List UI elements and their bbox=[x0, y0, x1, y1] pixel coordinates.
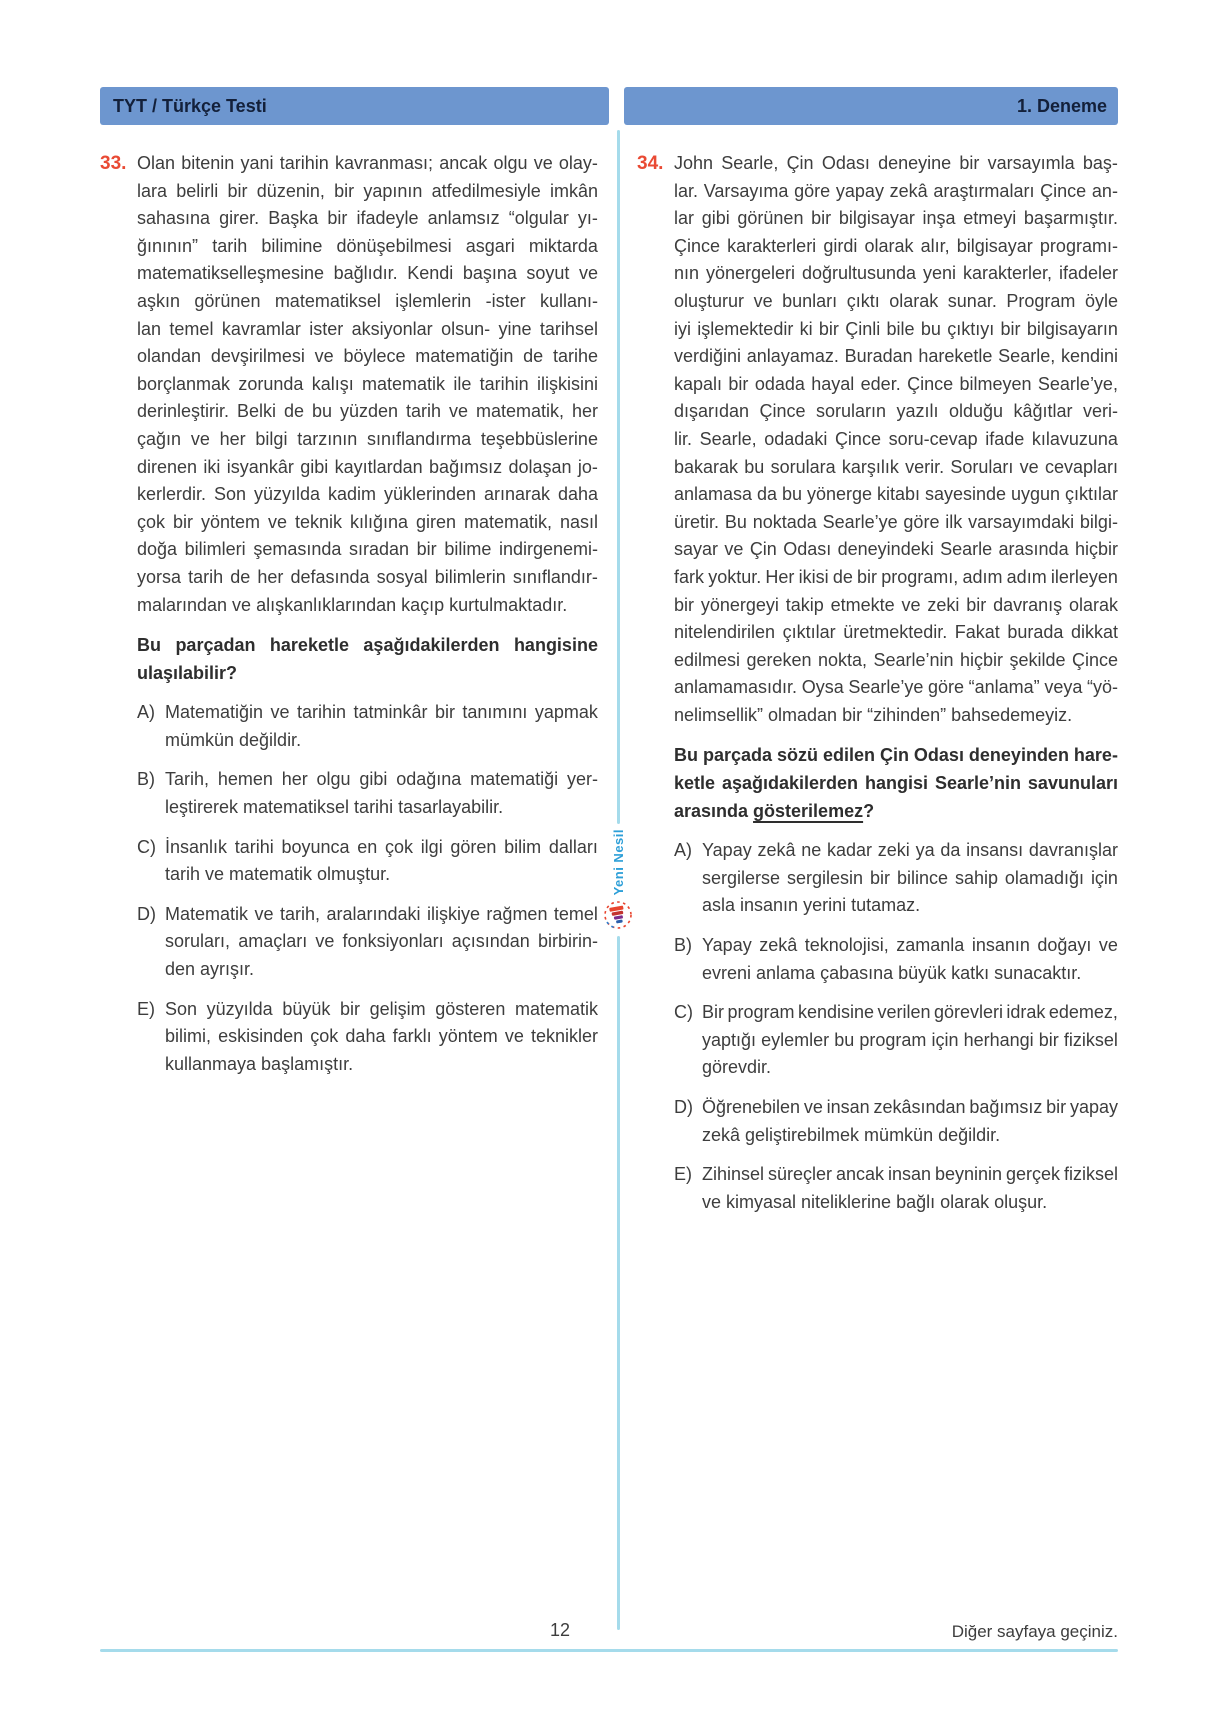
page-number: 12 bbox=[549, 1620, 571, 1640]
divider-line-top bbox=[617, 130, 620, 824]
option-line: den ayrışır. bbox=[165, 959, 255, 980]
answer-options bbox=[674, 837, 1118, 1216]
option-letter: E) bbox=[137, 998, 155, 1019]
question-body bbox=[674, 150, 1118, 1216]
paragraph-line: üretir. Bu noktada Searle’ye göre ilk varsayımdaki bilgi- bbox=[674, 511, 1118, 532]
answer-option bbox=[674, 932, 1118, 987]
stem-line: arasında gösterilemez? bbox=[674, 800, 875, 821]
right-column bbox=[637, 150, 1118, 1216]
paragraph-line: lan temel kavramlar ister aksiyonlar olsun- yine tarihsel bbox=[137, 318, 598, 339]
option-line: Son yüzyılda büyük bir gelişim gösteren matematik bbox=[165, 998, 598, 1019]
option-line: Matematiğin ve tarihin tatminkâr bir tanımını yapmak bbox=[165, 702, 598, 723]
paragraph-line: malarından ve alışkanlıklarından kaçıp kurtulmaktadır. bbox=[137, 594, 568, 615]
option-line: Tarih, hemen her olgu gibi odağına matematiği yer- bbox=[165, 769, 598, 790]
paragraph-line: lar gibi görünen bir bilgisayar inşa etmeyi başarmıştır. bbox=[674, 208, 1118, 229]
option-line: Yapay zekâ teknolojisi, zamanla insanın doğayı ve bbox=[702, 935, 1118, 956]
option-letter: B) bbox=[137, 769, 155, 790]
answer-option bbox=[137, 901, 598, 984]
option-line: Matematik ve tarih, aralarındaki ilişkiye rağmen temel bbox=[165, 903, 598, 924]
option-letter: C) bbox=[674, 1002, 693, 1023]
paragraph-line: bir yönergeyi takip etmekte ve zeki bir davranış olarak bbox=[674, 594, 1118, 615]
option-letter: D) bbox=[137, 903, 156, 924]
continue-instruction: Diğer sayfaya geçiniz. bbox=[951, 1622, 1118, 1641]
paragraph-line: dışarıdan Çince soruların yazılı olduğu kâğıtlar veri- bbox=[674, 401, 1118, 422]
answer-option bbox=[137, 834, 598, 889]
question-stem bbox=[137, 632, 598, 687]
answer-options bbox=[137, 699, 598, 1078]
brand-name: Yeni Nesil bbox=[610, 829, 626, 896]
stem-line: ulaşılabilir? bbox=[137, 662, 238, 683]
answer-option bbox=[674, 999, 1118, 1082]
paragraph-line: sahasına girer. Başka bir ifadeyle anlamsız “olgular yı- bbox=[137, 208, 598, 229]
divider-line-bottom bbox=[617, 936, 620, 1630]
question-block bbox=[637, 150, 1118, 1216]
paragraph-line: fark yoktur. Her ikisi de bir programı, adım adım ilerleyen bbox=[674, 566, 1118, 587]
paragraph-line: lir. Searle, odadaki Çince soru-cevap ifade kılavuzuna bbox=[674, 428, 1118, 449]
yeni-nesil-logo-icon bbox=[603, 900, 633, 930]
option-line: tarih ve matematik olmuştur. bbox=[165, 864, 391, 885]
paragraph-line: lar. Varsayıma göre yapay zekâ araştırmaları Çince an- bbox=[674, 180, 1118, 201]
option-line: sergilerse sergilesin bir bilince sahip olamadığı için bbox=[702, 867, 1118, 888]
exam-name: 1. Deneme bbox=[1016, 95, 1107, 116]
paragraph-line: yorsa tarih de her defasında sosyal bilimlerin sınıflandır- bbox=[137, 566, 598, 587]
option-letter: A) bbox=[674, 840, 692, 861]
option-line: Bir program kendisine verilen görevleri idrak edemez, bbox=[702, 1002, 1118, 1023]
paragraph-line: doğa bilimleri şemasında sıradan bir bilime indirgenemi- bbox=[137, 539, 598, 560]
column-divider bbox=[603, 130, 633, 1630]
left-column bbox=[100, 150, 598, 1078]
paragraph-line: borçlanmak zorunda kalışı matematik ile tarihin ilişkisini bbox=[137, 373, 598, 394]
paragraph-line: anlamasa da bu yönerge kitabı sayesinde uygun çıktılar bbox=[674, 484, 1118, 505]
option-line: evreni anlama çabasına büyük katkı sunacaktır. bbox=[702, 962, 1082, 983]
option-letter: B) bbox=[674, 935, 692, 956]
question-number: 33. bbox=[100, 153, 127, 174]
option-line: görevdir. bbox=[702, 1057, 772, 1078]
option-line: leştirerek matematiksel tarihi tasarlayabilir. bbox=[165, 797, 504, 818]
paragraph-line: derinleştirir. Belki de bu yüzden tarih ve matematik, her bbox=[137, 401, 598, 422]
option-line: bilimi, eskisinden çok daha farklı yöntem ve teknikler bbox=[165, 1026, 598, 1047]
paragraph-line: aşkın görünen matematiksel işlemlerin -ister kullanı- bbox=[137, 290, 598, 311]
option-line: Zihinsel süreçler ancak insan beyninin gerçek fiziksel bbox=[702, 1164, 1118, 1185]
answer-option bbox=[674, 1094, 1118, 1149]
option-line: mümkün değildir. bbox=[165, 729, 302, 750]
footer-rule bbox=[100, 1649, 1118, 1652]
paragraph-line: çok bir yöntem ve teknik kılığına giren matematik, nasıl bbox=[137, 511, 598, 532]
paragraph-line: nın yönergeleri doğrultusunda yeni karakterler, ifadeler bbox=[674, 263, 1118, 284]
option-letter: E) bbox=[674, 1164, 692, 1185]
option-line: zekâ geliştirebilmek mümkün değildir. bbox=[702, 1124, 1001, 1145]
paragraph-line: Olan bitenin yani tarihin kavranması; ancak olgu ve olay- bbox=[137, 153, 598, 173]
paragraph-line: matematikselleşmesine bağlıdır. Kendi başına soyut ve bbox=[137, 263, 598, 284]
paragraph-line: ğınının” tarih bilimine dönüşebilmesi asgari miktarda bbox=[137, 235, 598, 256]
option-line: Yapay zekâ ne kadar zeki ya da insansı davranışlar bbox=[702, 840, 1118, 861]
paragraph-line: kerlerdir. Son yüzyılda kadim yüklerinden arınarak daha bbox=[137, 484, 598, 505]
paragraph-line: nelimsellik” olmadan bir “zihinden” bahsedemeyiz. bbox=[674, 704, 1073, 725]
question-paragraph bbox=[674, 150, 1118, 729]
paragraph-line: direnen iki isyankâr gibi kayıtlardan bağımsız dolaşan jo- bbox=[137, 456, 598, 477]
header-bar-exam-name bbox=[624, 87, 1118, 125]
paragraph-line: nitelendirilen çıktılar üretmektedir. Fakat burada dikkat bbox=[674, 622, 1118, 643]
option-line: Öğrenebilen ve insan zekâsından bağımsız bir yapay bbox=[702, 1097, 1118, 1117]
paragraph-line: iyi işlemektedir ki bir Çinli bile bu çıktıyı bir bilgisayarın bbox=[674, 318, 1118, 339]
paragraph-line: çağın ve her bilgi tarzının sınıflandırma teşebbüslerine bbox=[137, 428, 598, 449]
paragraph-line: lara belirli bir düzenin, bir yapının atfedilmesiyle imkân bbox=[137, 180, 598, 201]
option-line: asla insanın yerini tutamaz. bbox=[702, 895, 921, 916]
paragraph-line: verdiğini anlayamaz. Buradan hareketle Searle, kendini bbox=[674, 346, 1118, 367]
paragraph-line: kapalı bir odada hayal eder. Çince bilmeyen Searle’ye, bbox=[674, 373, 1118, 394]
header-bar-test-title bbox=[100, 87, 609, 125]
stem-line: Bu parçada sözü edilen Çin Odası deneyinden hare- bbox=[674, 745, 1118, 766]
answer-option bbox=[674, 1161, 1118, 1216]
stem-line: ketle aşağıdakilerden hangisi Searle’nin savunuları bbox=[674, 773, 1118, 794]
paragraph-line: anlamamasıdır. Oysa Searle’ye göre “anlama” veya “yö- bbox=[674, 677, 1118, 698]
paragraph-line: Çince karakterleri girdi olarak alır, bilgisayar programı- bbox=[674, 235, 1118, 256]
stem-line: Bu parçadan hareketle aşağıdakilerden hangisine bbox=[137, 635, 598, 656]
question-block bbox=[100, 150, 598, 1078]
paragraph-line: edilmesi gereken nokta, Searle’nin hiçbir şekilde Çince bbox=[674, 649, 1118, 670]
option-line: soruları, amaçları ve fonksiyonları açısından birbirin- bbox=[165, 931, 598, 952]
question-body bbox=[137, 150, 598, 1078]
answer-option bbox=[137, 996, 598, 1079]
answer-option bbox=[137, 766, 598, 821]
option-letter: C) bbox=[137, 836, 156, 857]
option-line: yaptığı eylemler bu program için herhangi bir fiziksel bbox=[702, 1029, 1118, 1050]
option-letter: D) bbox=[674, 1097, 693, 1117]
option-letter: A) bbox=[137, 702, 155, 723]
paragraph-line: olandan devşirilmesi ve böylece matematiğin de tarihe bbox=[137, 346, 598, 367]
question-number: 34. bbox=[637, 153, 664, 174]
answer-option bbox=[674, 837, 1118, 920]
paragraph-line: sayar ve Çin Odası deneyindeki Searle arasında hiçbir bbox=[674, 539, 1118, 560]
option-line: İnsanlık tarihi boyunca en çok ilgi gören bilim dalları bbox=[165, 836, 598, 857]
paragraph-line: bakarak bu sorulara karşılık verir. Soruları ve cevapları bbox=[674, 456, 1118, 477]
test-title: TYT / Türkçe Testi bbox=[113, 95, 267, 116]
answer-option bbox=[137, 699, 598, 754]
question-paragraph bbox=[137, 150, 598, 619]
paragraph-line: oluşturur ve bunları çıktı olarak sunar. Program öyle bbox=[674, 290, 1118, 311]
question-stem bbox=[674, 742, 1118, 825]
paragraph-line: John Searle, Çin Odası deneyine bir varsayımla baş- bbox=[674, 153, 1118, 173]
option-line: kullanmaya başlamıştır. bbox=[165, 1053, 354, 1074]
option-line: ve kimyasal niteliklerine bağlı olarak oluşur. bbox=[702, 1191, 1048, 1212]
